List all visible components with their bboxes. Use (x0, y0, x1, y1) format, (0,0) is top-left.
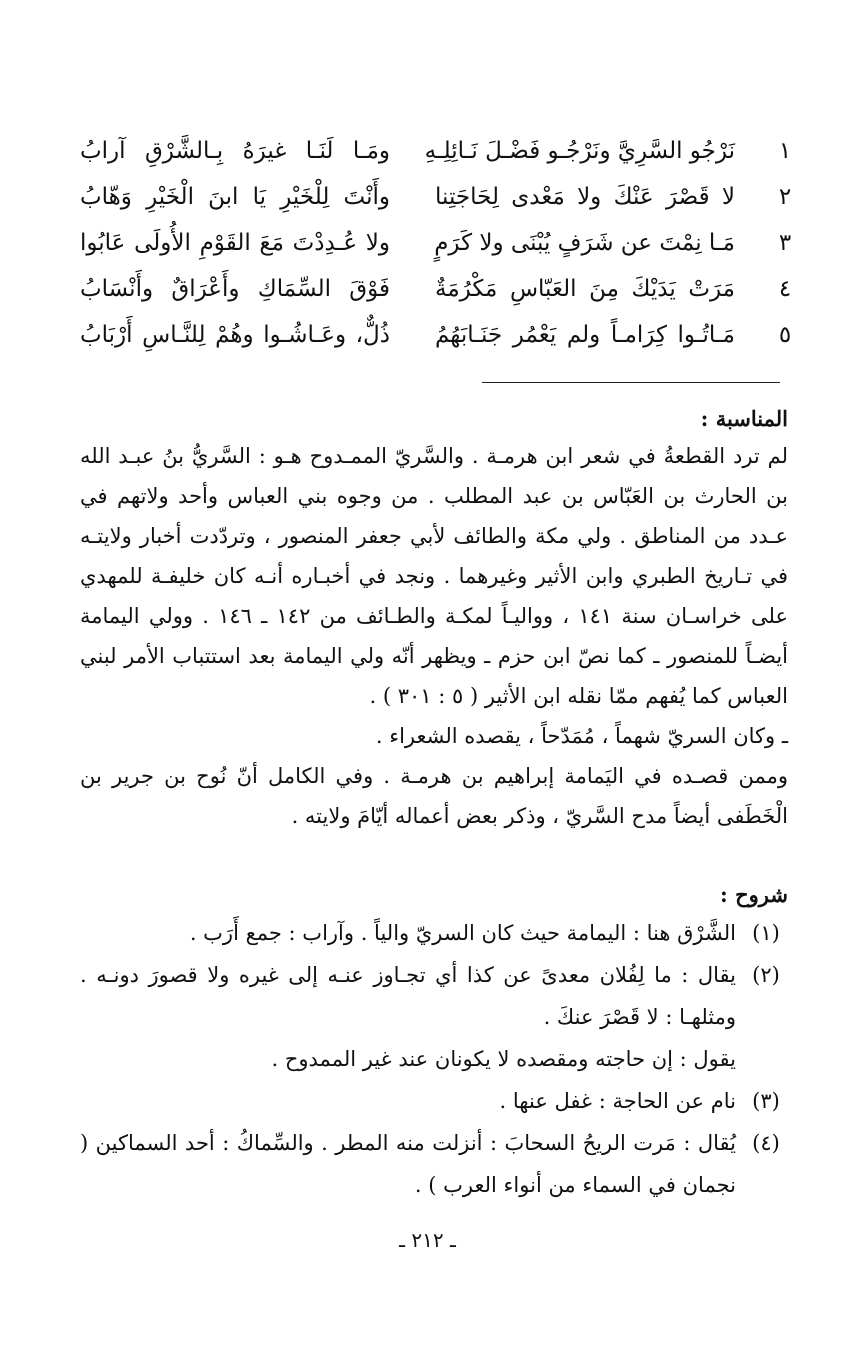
footnote-text: الشَّرْق هنا : اليمامة حيث كان السريّ والياً . وآراب : جمع أَرَب . (189, 921, 736, 945)
verse-number: ٣ (778, 230, 792, 256)
verse-first-hemistich: مَـاتُـوا كِرَامـاً ولم يَعْمُر جَنَـابَهُمُ (435, 322, 735, 348)
footnote-text: يقال : ما لِفُلان معدىً عن كذا أي تجـاوز عنـه إلى غيره ولا قصورَ دونـه . ومثلهـا : لا قَصْرَ عنكَ . (80, 963, 736, 1029)
munasaba-paragraph: لم ترد القطعةُ في شعر ابن هرمـة . والسَّريّ الممـدوح هـو : السَّريُّ بنُ عبـد الله بن الحارث بن العَبّاس بن عبد المطلب . من وجوه بني العباس وأحد ولاتهم في عـدد من المناطق . ولي مكة والطائف لأبي جعفر المنصور ، وتردّدت أخبار ولايتـه في تـاريخ الطبري وابن الأثير وغيرهما . ونجد في أخبـاره أنـه كان خليفـة للمهدي على خراسـان سنة ١٤١ ، وواليـاً لمكـة والطـائف من ١٤٢ ـ ١٤٦ . وولي اليمامة أيضـاً للمنصور ـ كما نصّ ابن حزم ـ ويظهر أنّه ولي اليمامة بعد استتباب الأمر لبني العباس كما يُفهم ممّا نقله ابن الأثير ( ٥ : ٣٠١ ) . (80, 444, 788, 708)
footnote-number: (٤) (752, 1131, 780, 1155)
footnote-number: (١) (752, 921, 780, 945)
verse-number: ٤ (778, 276, 792, 302)
verse-second-hemistich: ذُلٌّ، وعَـاشُـوا وهُمْ لِلنَّـاسِ أَرْبَابُ (80, 322, 390, 348)
verse (60, 128, 800, 174)
verse-first-hemistich: لا قَصْرَ عَنْكَ ولا مَعْدى لِحَاجَتِنا (435, 184, 735, 210)
munasaba-paragraph: وممن قصـده في اليَمامة إبراهيم بن هرمـة . وفي الكامل أنّ نُوح بن جرير بن الْخَطَفى أيضاً مدح السَّريّ ، وذكر بعض أعماله أيّامَ ولايته . (80, 764, 788, 828)
verse-second-hemistich: ومَـا لَنَـا غيرَهُ بِـالشَّرْقِ آرابُ (80, 138, 390, 164)
verse-number: ١ (778, 138, 792, 164)
verse-first-hemistich: نَرْجُو السَّرِيَّ ونَرْجُـو فَضْـلَ نَـائِلِـهِ (424, 138, 735, 164)
footnote-number: (٣) (752, 1089, 780, 1113)
verse-number: ٥ (778, 322, 792, 348)
verse-number: ٢ (778, 184, 792, 210)
footnote-text: يقول : إن حاجته ومقصده لا يكونان عند غير الممدوح . (271, 1047, 736, 1071)
verse (60, 174, 800, 220)
munasaba-paragraph: ـ وكان السريّ شهماً ، مُمَدّحاً ، يقصده الشعراء . (375, 724, 788, 748)
footnote (80, 1122, 788, 1206)
footnote-continuation (80, 1038, 788, 1080)
verse-first-hemistich: مَـا نِمْتَ عن شَرَفٍ يُبْنَى ولا كَرَمٍ (434, 230, 735, 256)
verse (60, 266, 800, 312)
verse (60, 220, 800, 266)
section-divider (482, 382, 780, 383)
footnote (80, 954, 788, 1038)
verse-second-hemistich: ولا عُـدِدْتَ مَعَ القَوْمِ الأُولَى عَابُوا (80, 230, 390, 256)
page-number: ـ ٢١٢ ـ (399, 1228, 456, 1252)
footnote-number: (٢) (752, 963, 780, 987)
munasaba-heading: المناسبة : (700, 406, 788, 431)
verse-second-hemistich: فَوْقَ السِّمَاكِ وأَعْرَاقٌ وأَنْسَابُ (80, 276, 390, 302)
footnote (80, 912, 788, 954)
shuruh-section (80, 878, 788, 1206)
verse-first-hemistich: مَرَتْ يَدَيْكَ مِنَ العَبّاسِ مَكْرُمَةٌ (435, 276, 735, 302)
munasaba-section (80, 402, 788, 836)
poem (60, 128, 800, 358)
verse (60, 312, 800, 358)
footnote-text: نام عن الحاجة : غفل عنها . (499, 1089, 736, 1113)
verse-second-hemistich: وأَنْتَ لِلْخَيْرِ يَا ابنَ الْخَيْرِ وَهّابُ (80, 184, 390, 210)
shuruh-heading: شروح : (720, 882, 788, 907)
footnote-text: يُقال : مَرت الريحُ السحابَ : أنزلت منه المطر . والسِّماكُ : أحد السماكين ( نجمان في السماء من أنواء العرب ) . (80, 1131, 736, 1197)
footnote (80, 1080, 788, 1122)
